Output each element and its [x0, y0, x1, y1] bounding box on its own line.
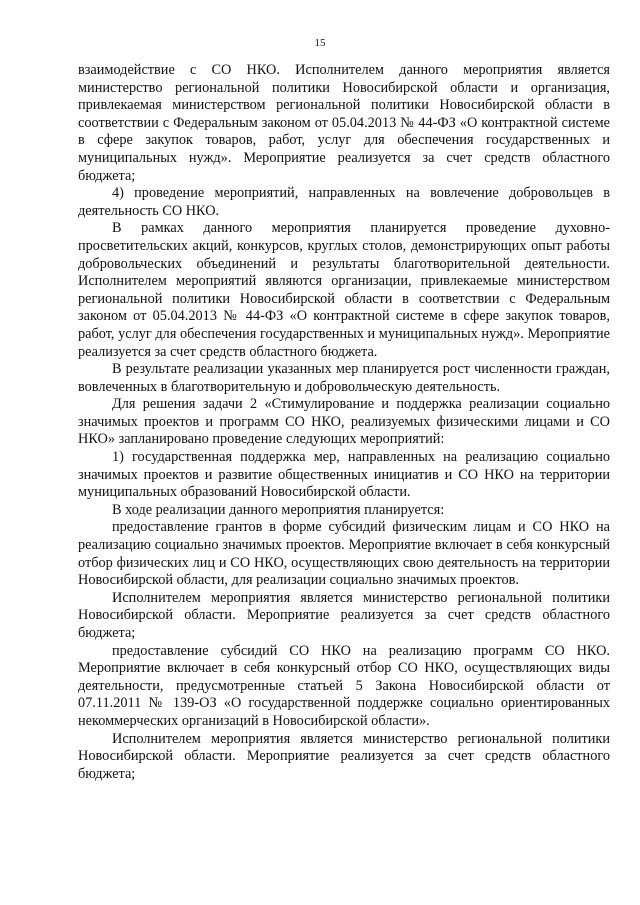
paragraph-continuation: взаимодействие с СО НКО. Исполнителем данного мероприятия является министерство региональной политики Новосибирской области и организация, привлекаемая министерством региональной политики Новосибирской области в соответствии с Федеральным законом от 05.04.2013 № 44-ФЗ «О контрактной системе в сфере закупок товаров, работ, услуг для обеспечения государственных и муниципальных нужд». Мероприятие реализуется за счет средств областного бюджета;	[78, 62, 610, 184]
paragraph-grants: предоставление грантов в форме субсидий физическим лицам и СО НКО на реализацию социально значимых проектов. Мероприятие включает в себя конкурсный отбор физических лиц и СО НКО, осуществляющих свою деятельность на территории Новосибирской области, для реализации социально значимых проектов.	[78, 519, 610, 589]
paragraph-measure-1: 1) государственная поддержка мер, направленных на реализацию социально значимых проектов и развитие общественных инициатив и СО НКО на территории муниципальных образований Новосибирской области.	[78, 449, 610, 501]
paragraph-item-4: 4) проведение мероприятий, направленных на вовлечение добровольцев в деятельность СО НКО.	[78, 185, 610, 219]
paragraph-subsidies: предоставление субсидий СО НКО на реализацию программ СО НКО. Мероприятие включает в себя конкурсный отбор СО НКО, осуществляющих виды деятельности, предусмотренные статьей 5 Закона Новосибирской области от 07.11.2011 № 139-ОЗ «О государственной поддержке социально ориентированных некоммерческих организаций в Новосибирской области».	[78, 642, 610, 729]
page-number: 15	[314, 37, 326, 49]
document-body	[78, 62, 610, 783]
paragraph-expected-result: В результате реализации указанных мер планируется рост численности граждан, вовлеченных в благотворительную и добровольческую деятельность.	[78, 361, 610, 395]
paragraph-item-4-description: В рамках данного мероприятия планируется проведение духовно-просветительских акций, конкурсов, круглых столов, демонстрирующих опыт работы добровольческих объединений и результаты благотворительной деятельности. Исполнителем мероприятий являются организации, привлекаемые министерством региональной политики Новосибирской области в соответствии с Федеральным законом от 05.04.2013 № 44-ФЗ «О контрактной системе в сфере закупок товаров, работ, услуг для обеспечения государственных и муниципальных нужд». Мероприятие реализуется за счет средств областного бюджета.	[78, 220, 610, 360]
paragraph-executor-2: Исполнителем мероприятия является министерство региональной политики Новосибирской области. Мероприятие реализуется за счет средств областного бюджета;	[78, 730, 610, 782]
paragraph-planned: В ходе реализации данного мероприятия планируется:	[112, 501, 445, 518]
paragraph-task-2-intro: Для решения задачи 2 «Стимулирование и поддержка реализации социально значимых проектов и программ СО НКО, реализуемых физическими лицами и СО НКО» запланировано проведение следующих мероприятий:	[78, 396, 610, 448]
paragraph-executor-1: Исполнителем мероприятия является министерство региональной политики Новосибирской области. Мероприятие реализуется за счет средств областного бюджета;	[78, 589, 610, 641]
